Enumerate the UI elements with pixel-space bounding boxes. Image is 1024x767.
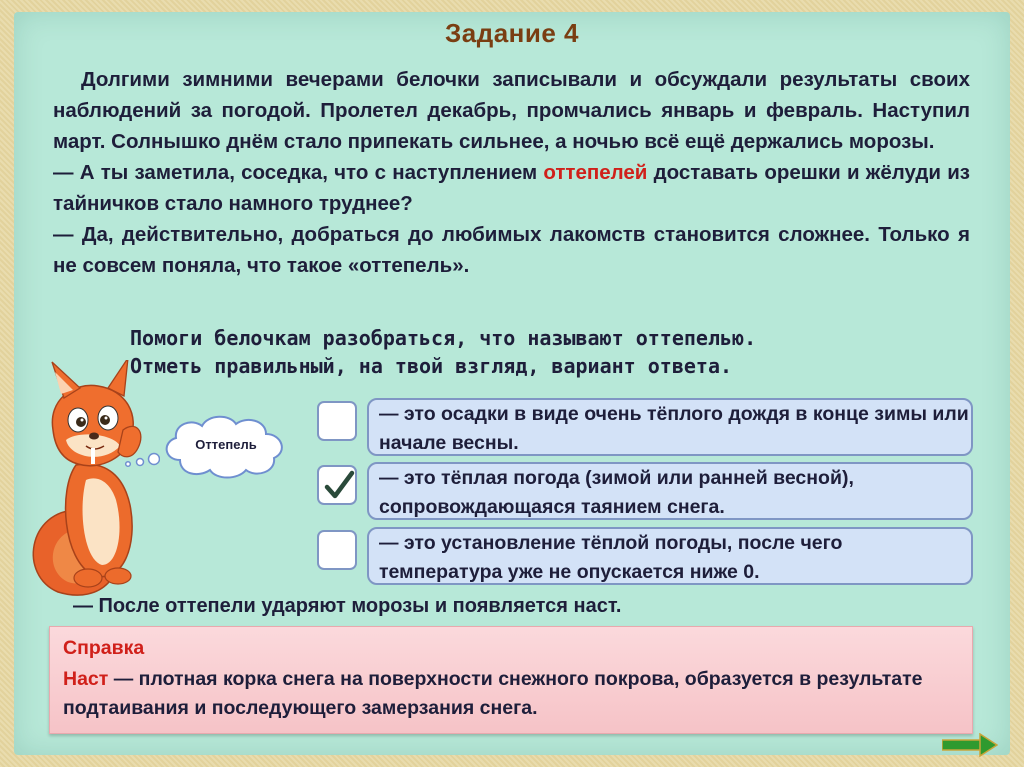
- instruction-line-2: Отметь правильный, на твой взгляд, вариант ответа.: [130, 354, 733, 378]
- reference-body: [63, 665, 943, 723]
- instruction-line-1: Помоги белочкам разобраться, что называют оттепелью.: [130, 326, 757, 350]
- thought-bubbles: [120, 450, 160, 470]
- reference-term: Наст: [63, 668, 109, 690]
- squirrel-illustration: [18, 360, 168, 600]
- story-paragraph-3: — Да, действительно, добраться до любимых лакомств становится сложнее. Только я не совсем поняла, что такое «оттепель».: [53, 223, 970, 277]
- cloud-label: Оттепель: [195, 437, 257, 452]
- answer-option-1[interactable]: — это осадки в виде очень тёплого дождя в конце зимы или начале весны.: [367, 398, 973, 456]
- highlight-word: оттепелей: [543, 161, 648, 184]
- story-paragraph-1: Долгими зимними вечерами белочки записывали и обсуждали результаты своих наблюдений за погодой. Пролетел декабрь, промчались январь и февраль. Наступил март. Солнышко днём стало припекать сильнее, а ночью всё ещё держались морозы.: [53, 68, 970, 153]
- answer-checkbox-1[interactable]: [317, 401, 357, 441]
- story-text: [53, 64, 970, 281]
- arrow-right-icon[interactable]: [942, 733, 998, 757]
- answer-option-3[interactable]: — это установление тёплой погоды, после чего температура уже не опускается ниже 0.: [367, 527, 973, 585]
- instruction: [130, 324, 890, 380]
- note-text: — После оттепели ударяют морозы и появляется наст.: [73, 595, 622, 617]
- story-paragraph-2: — А ты заметила, соседка, что с наступлением оттепелей доставать орешки и жёлуди из тайничков стало намного труднее?: [53, 161, 970, 215]
- reference-title: Справка: [63, 637, 145, 659]
- checkmark-icon: [322, 469, 356, 503]
- task-title: Задание 4: [444, 18, 580, 48]
- reference-box: [49, 626, 973, 734]
- reference-definition: — плотная корка снега на поверхности снежного покрова, образуется в результате подтаивания и последующего замерзания снега.: [63, 668, 923, 719]
- answer-option-2[interactable]: — это тёплая погода (зимой или ранней весной), сопровождающаяся таянием снега.: [367, 462, 973, 520]
- answer-checkbox-3[interactable]: [317, 530, 357, 570]
- answer-checkbox-2[interactable]: [317, 465, 357, 505]
